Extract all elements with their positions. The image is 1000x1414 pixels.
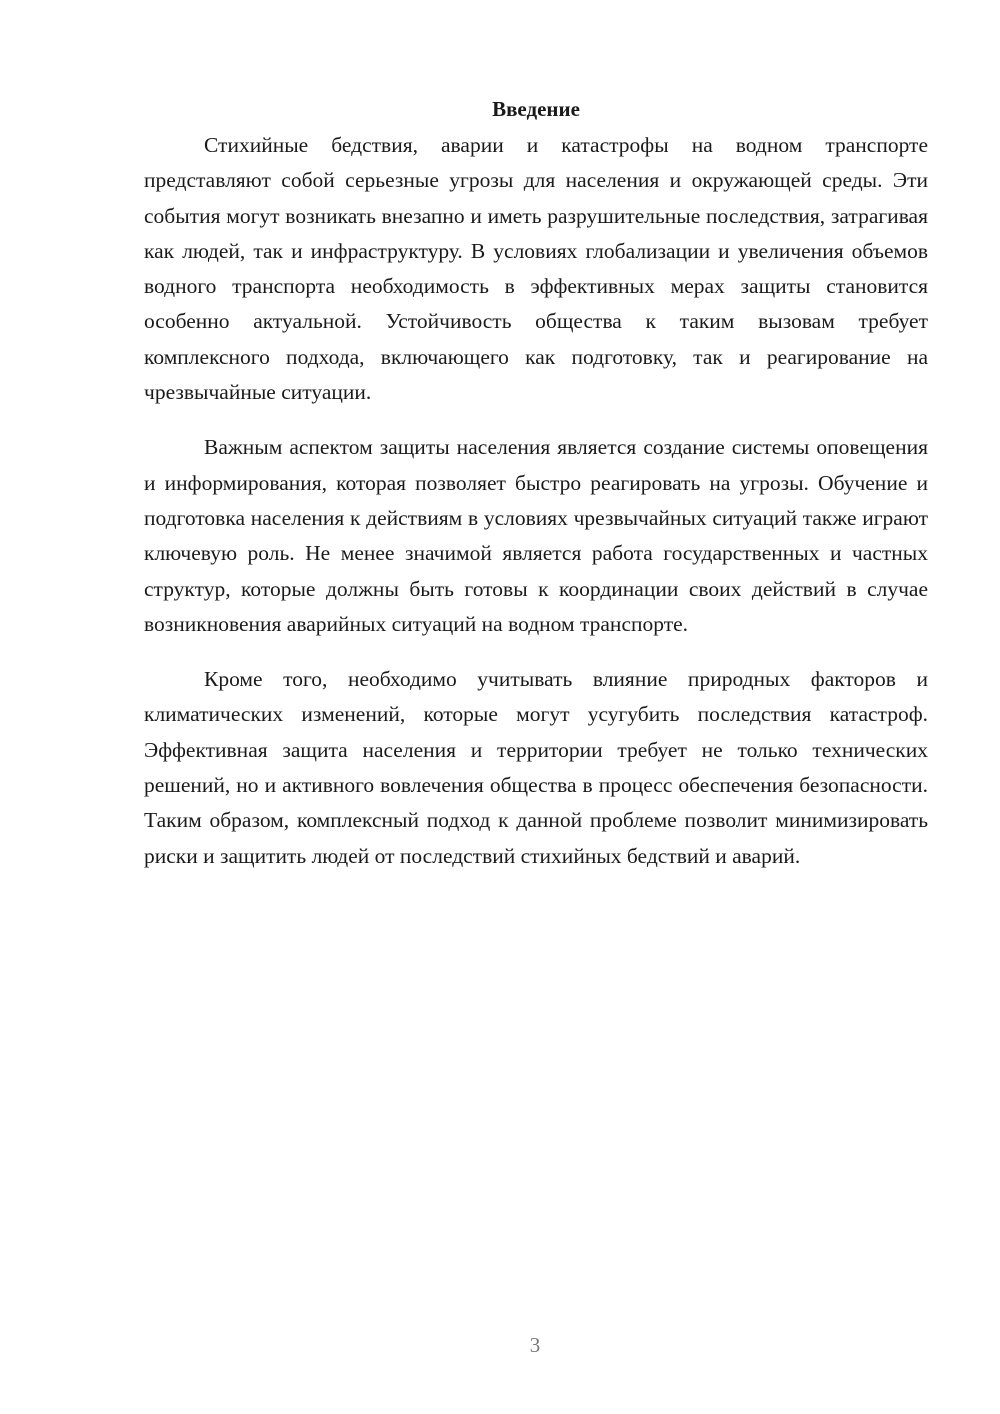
paragraph-3: Кроме того, необходимо учитывать влияние природных факторов и климатических изменений, которые могут усугубить последствия катастроф. Эффективная защита населения и территории требует не только технических решений, но и активного вовлечения общества в процесс обеспечения безопасности. Таким образом, комплексный подход к данной проблеме позволит минимизировать риски и защитить людей от последствий стихийных бедствий и аварий. — [144, 667, 928, 868]
section-title: Введение — [492, 97, 580, 121]
page-number: 3 — [529, 1333, 541, 1357]
page-content — [144, 92, 928, 874]
paragraph-1: Стихийные бедствия, аварии и катастрофы на водном транспорте представляют собой серьезные угрозы для населения и окружающей среды. Эти события могут возникать внезапно и иметь разрушительные последствия, затрагивая как людей, так и инфраструктуру. В условиях глобализации и увеличения объемов водного транспорта необходимость в эффективных мерах защиты становится особенно актуальной. Устойчивость общества к таким вызовам требует комплексного подхода, включающего как подготовку, так и реагирование на чрезвычайные ситуации. — [144, 133, 928, 405]
paragraph-2: Важным аспектом защиты населения является создание системы оповещения и информирования, которая позволяет быстро реагировать на угрозы. Обучение и подготовка населения к действиям в условиях чрезвычайных ситуаций также играют ключевую роль. Не менее значимой является работа государственных и частных структур, которые должны быть готовы к координации своих действий в случае возникновения аварийных ситуаций на водном транспорте. — [144, 435, 928, 636]
